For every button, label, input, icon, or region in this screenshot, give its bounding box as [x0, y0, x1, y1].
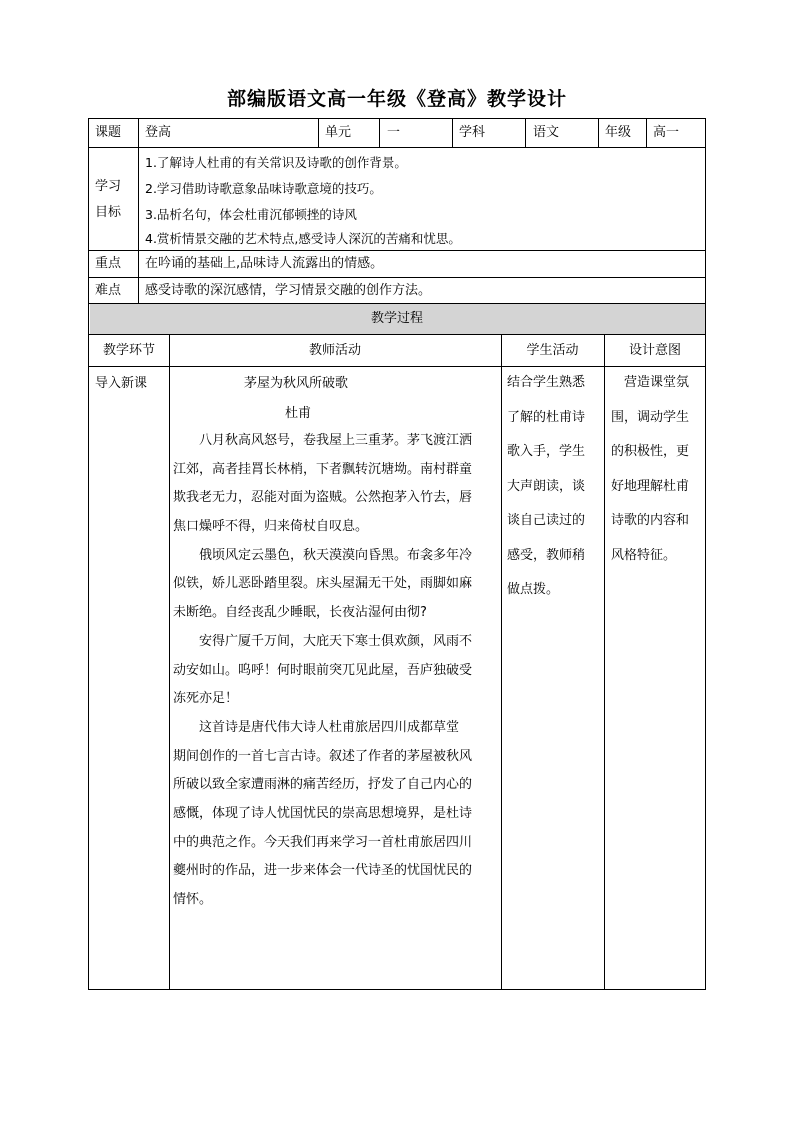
- header-teacher: 教师活动: [308, 343, 361, 358]
- text-line: 江郊，高者挂罥长林梢，下者飘转沉塘坳。南村群童: [173, 461, 473, 477]
- text-line: 了解的杜甫诗: [507, 409, 586, 425]
- lesson-plan-table: [88, 118, 706, 990]
- row-divider: [89, 334, 705, 335]
- teacher-activity-text: [173, 427, 499, 915]
- col-divider: [318, 119, 319, 147]
- row-divider: [89, 147, 705, 148]
- objective-item: 2.学习借助诗歌意象品味诗歌意境的技巧。: [145, 181, 382, 196]
- col-divider: [598, 119, 599, 147]
- key-point-text: 在吟诵的基础上,品味诗人流露出的情感。: [145, 256, 384, 271]
- grade-label: 年级: [605, 125, 632, 140]
- header-stage: 教学环节: [102, 343, 155, 358]
- text-line: 未断绝。自经丧乱少睡眠，长夜沾湿何由彻?: [173, 605, 427, 621]
- text-line: 期间创作的一首七言古诗。叙述了作者的茅屋被秋风: [173, 748, 473, 764]
- poem-author: 杜甫: [285, 406, 312, 421]
- text-line: 夔州时的作品，进一步来体会一代诗圣的忧国忧民的: [173, 863, 473, 879]
- col-divider: [169, 334, 170, 990]
- text-line: 大声朗读，谈: [507, 478, 586, 494]
- col-divider: [646, 119, 647, 147]
- paragraph: [173, 628, 499, 714]
- text-line: 似铁，娇儿恶卧踏里裂。床头屋漏无干处，雨脚如麻: [173, 576, 473, 592]
- text-line: 冻死亦足！: [173, 691, 239, 707]
- design-intent-text: [611, 366, 705, 573]
- text-line: 所破以致全家遭雨淋的痛苦经历，抒发了自己内心的: [173, 777, 473, 793]
- objective-item: 1.了解诗人杜甫的有关常识及诗歌的创作背景。: [145, 155, 407, 170]
- col-divider: [452, 119, 453, 147]
- row-divider: [89, 250, 705, 251]
- col-divider: [525, 119, 526, 147]
- header-intent: 设计意图: [628, 343, 681, 358]
- text-line: 好地理解杜甫: [611, 478, 690, 494]
- grade-value: 高一: [653, 125, 680, 140]
- text-line: 情怀。: [173, 892, 213, 907]
- objective-item: 3.品析名句，体会杜甫沉郁顿挫的诗风: [145, 207, 357, 222]
- text-line: 风格特征。: [611, 547, 677, 563]
- difficulty-label: 难点: [95, 283, 122, 298]
- student-activity-text: [507, 366, 603, 608]
- text-line: 谈自己读过的: [507, 513, 586, 528]
- text-line: 诗歌的内容和: [611, 513, 690, 528]
- row-divider: [89, 277, 705, 278]
- subject-label: 学科: [459, 125, 486, 140]
- process-section-title: 教学过程: [370, 311, 423, 326]
- text-line: 焦口燥呼不得，归来倚杖自叹息。: [173, 519, 369, 535]
- text-line: 安得广厦千万间，大庇天下寒士俱欢颜，风雨不: [173, 633, 473, 649]
- objectives-label-line1: 学习: [95, 179, 122, 194]
- stage-name: 导入新课: [95, 376, 148, 391]
- text-line: 这首诗是唐代伟大诗人杜甫旅居四川成都草堂: [173, 719, 460, 735]
- col-divider: [604, 334, 605, 990]
- text-line: 的积极性，更: [611, 444, 690, 459]
- document-title: 部编版语文高一年级《登高》教学设计: [226, 88, 567, 110]
- text-line: 感慨，体现了诗人忧国忧民的崇高思想境界，是杜诗: [173, 805, 473, 821]
- row-divider: [89, 303, 705, 304]
- text-line: 俄顷风定云墨色，秋天漠漠向昏黑。布衾多年冷: [173, 547, 473, 563]
- text-line: 围，调动学生: [611, 409, 690, 425]
- key-point-label: 重点: [95, 256, 122, 271]
- text-line: 中的典范之作。今天我们再来学习一首杜甫旅居四川: [173, 834, 473, 850]
- topic-value: 登高: [145, 125, 172, 140]
- subject-value: 语文: [533, 125, 560, 140]
- text-line: 做点拨。: [507, 582, 560, 597]
- paragraph: [173, 714, 499, 915]
- objective-item: 4.赏析情景交融的艺术特点,感受诗人深沉的苦痛和忧思。: [145, 231, 461, 246]
- objectives-label-line2: 目标: [95, 205, 122, 220]
- poem-title: 茅屋为秋风所破歌: [244, 376, 349, 391]
- col-divider: [501, 334, 502, 990]
- unit-label: 单元: [325, 125, 352, 140]
- text-line: 感受，教师稍: [507, 547, 586, 563]
- paragraph: [173, 427, 499, 542]
- paragraph: [173, 542, 499, 628]
- text-line: 歌入手，学生: [507, 444, 586, 459]
- topic-label: 课题: [95, 125, 122, 140]
- text-line: 欺我老无力，忍能对面为盗贼。公然抱茅入竹去，唇: [173, 490, 473, 506]
- header-student: 学生活动: [526, 343, 579, 358]
- unit-value: 一: [387, 125, 401, 140]
- col-divider: [138, 119, 139, 303]
- text-line: 动安如山。呜呼！何时眼前突兀见此屋，吾庐独破受: [173, 662, 473, 678]
- text-line: 营造课堂氛: [611, 375, 690, 390]
- difficulty-text: 感受诗歌的深沉感情，学习情景交融的创作方法。: [145, 283, 432, 298]
- text-line: 结合学生熟悉: [507, 375, 586, 390]
- text-line: 八月秋高风怒号，卷我屋上三重茅。茅飞渡江洒: [173, 433, 473, 448]
- col-divider: [379, 119, 380, 147]
